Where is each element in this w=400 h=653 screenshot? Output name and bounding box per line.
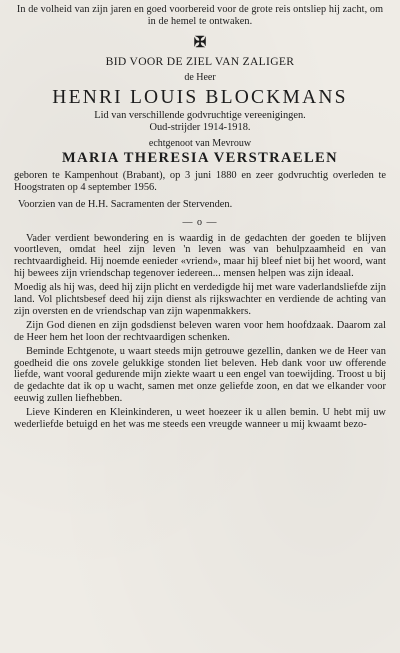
intro-text: In de volheid van zijn jaren en goed voorbereid voor de grote reis ontsliep hij zacht, om in de hemel te ontwaken. — [16, 4, 384, 27]
paragraph-duty: Moedig als hij was, deed hij zijn plicht en verdedigde hij met ware vaderlandsliefde zijn land. Vol plichtsbesef deed hij zijn dienst als rijkswachter en verdiende de achting van zijn oversten en de vriendschap van zijn wapenmakkers. — [14, 282, 386, 317]
paragraph-children: Lieve Kinderen en Kleinkinderen, u weet hoezeer ik u allen bemin. U hebt mij uw wederliefde betuigd en het was me steeds een vreugde wanneer u mij kwaamt bezo- — [14, 407, 386, 430]
membership-line: Lid van verschillende godvruchtige vereenigingen. — [94, 110, 306, 121]
prayer-heading: BID VOOR DE ZIEL VAN ZALIGER — [105, 55, 295, 68]
spouse-name: MARIA THERESIA VERSTRAELEN — [62, 150, 338, 166]
sacraments-line: Voorzien van de H.H. Sacramenten der Stervenden. — [18, 198, 233, 210]
veteran-line: Oud-strijder 1914-1918. — [149, 121, 251, 133]
birth-death-text: geboren te Kampenhout (Brabant), op 3 juni 1880 en zeer godvruchtig overleden te Hoogstraten op 4 september 1956. — [14, 170, 386, 193]
section-divider: — o — — [182, 216, 218, 228]
paragraph-faith: Zijn God dienen en zijn godsdienst beleven waren voor hem hoofdzaak. Daarom zal de Heer hem het loon der rechtvaardigen schenken. — [14, 319, 386, 343]
cross-icon: ✠ — [193, 35, 207, 51]
spouse-label: echtgenoot van Mevrouw — [148, 138, 252, 149]
honorific: de Heer — [184, 72, 216, 83]
paragraph-spouse: Beminde Echtgenote, u waart steeds mijn getrouwe gezellin, danken we de Heer van goedheid die ons zovele gelukkige stonden liet beleven. Heb dank voor uw offerende liefde, want vooral gedurende mijn ziekte waart u een engel van toewijding. Troost u bij de gedachte dat ik op u wacht, samen met onze geliefde zoon, en dat we elkander voor eeuwig zullen liefhebben. — [14, 345, 386, 404]
deceased-name: HENRI LOUIS BLOCKMANS — [52, 87, 348, 108]
paragraph-father: Vader verdient bewondering en is waardig in de gedachten der goeden te blijven voortleven, omdat heel zijn leven 'n leven was van behulpzaamheid en van rechtvaardigheid. Hij noemde eenieder «vriend», maar hij bleef niet bij het woord, want hij bewees zijn vriendschap tegenover iedereen... mensen helpen was zijn ideaal. — [14, 232, 386, 279]
